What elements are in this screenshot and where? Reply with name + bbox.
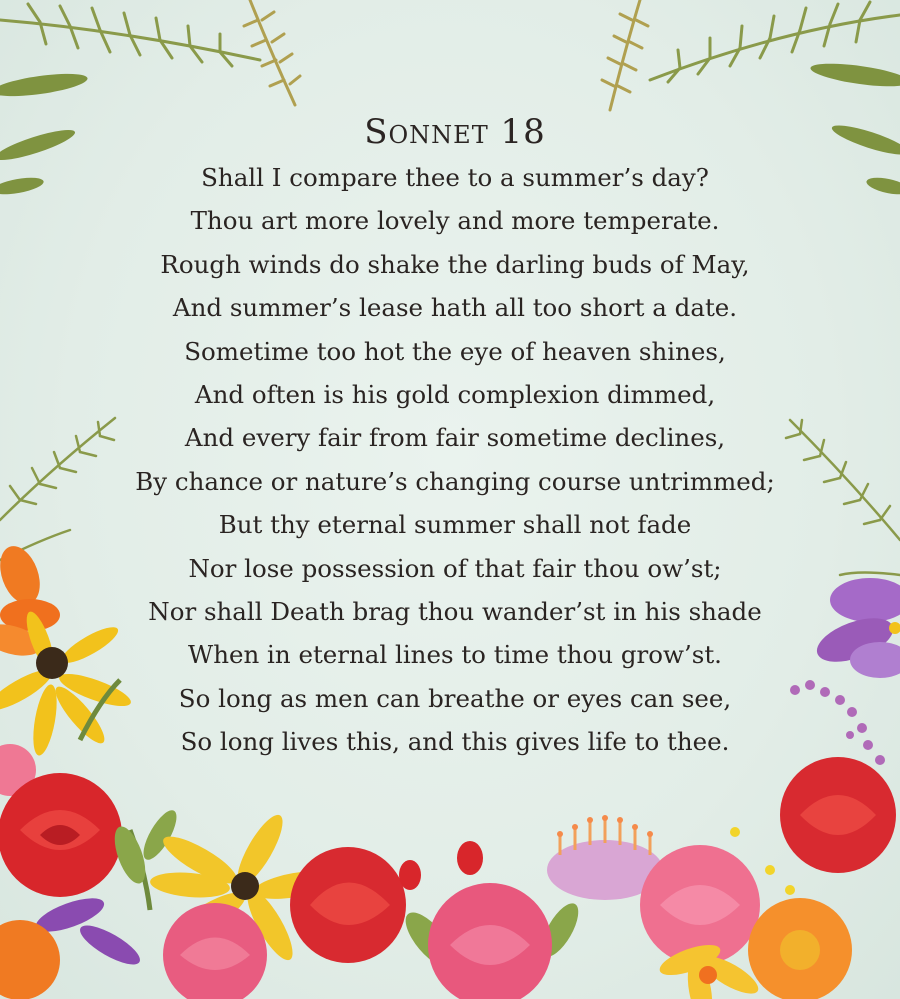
poem-line: Sometime too hot the eye of heaven shines,	[184, 336, 726, 366]
poem-line: By chance or nature’s changing course untrimmed;	[135, 466, 775, 496]
poem-line: And summer’s lease hath all too short a date.	[172, 293, 738, 323]
sonnet-text-block	[60, 112, 850, 764]
poem-line: But thy eternal summer shall not fade	[218, 510, 692, 540]
poem-line: Nor shall Death brag thou wander’st in his shade	[148, 597, 762, 627]
poem-line: Thou art more lovely and more temperate.	[190, 206, 720, 236]
red-rose-right-icon	[780, 757, 896, 873]
red-rose-left-icon	[0, 773, 122, 897]
orange-flower-right-icon	[748, 898, 852, 999]
poem-line: Shall I compare thee to a summer’s day?	[201, 163, 709, 192]
orange-flower-bottom-left-icon	[0, 920, 60, 999]
fern-top-right-icon	[602, 0, 900, 110]
poem-lines	[60, 156, 850, 764]
poem-title: Sonnet 18	[364, 112, 546, 152]
poem-line: And every fair from fair sometime declines,	[184, 423, 726, 453]
poem-line: And often is his gold complexion dimmed,	[194, 380, 716, 410]
pink-rose-bottom-left-icon	[163, 903, 267, 999]
poem-line: When in eternal lines to time thou grow’st.	[188, 640, 722, 670]
poem-line: Nor lose possession of that fair thou ow’st;	[188, 553, 722, 583]
orange-flower-left-icon	[0, 541, 60, 662]
poem-line: Rough winds do shake the darling buds of May,	[160, 249, 750, 279]
pink-rose-center-icon	[428, 883, 552, 999]
poem-line: So long lives this, and this gives life to thee.	[180, 727, 730, 757]
poem-line: So long as men can breathe or eyes can see,	[178, 683, 732, 713]
red-rose-center-icon	[290, 847, 406, 963]
red-bud-icon	[399, 841, 483, 890]
